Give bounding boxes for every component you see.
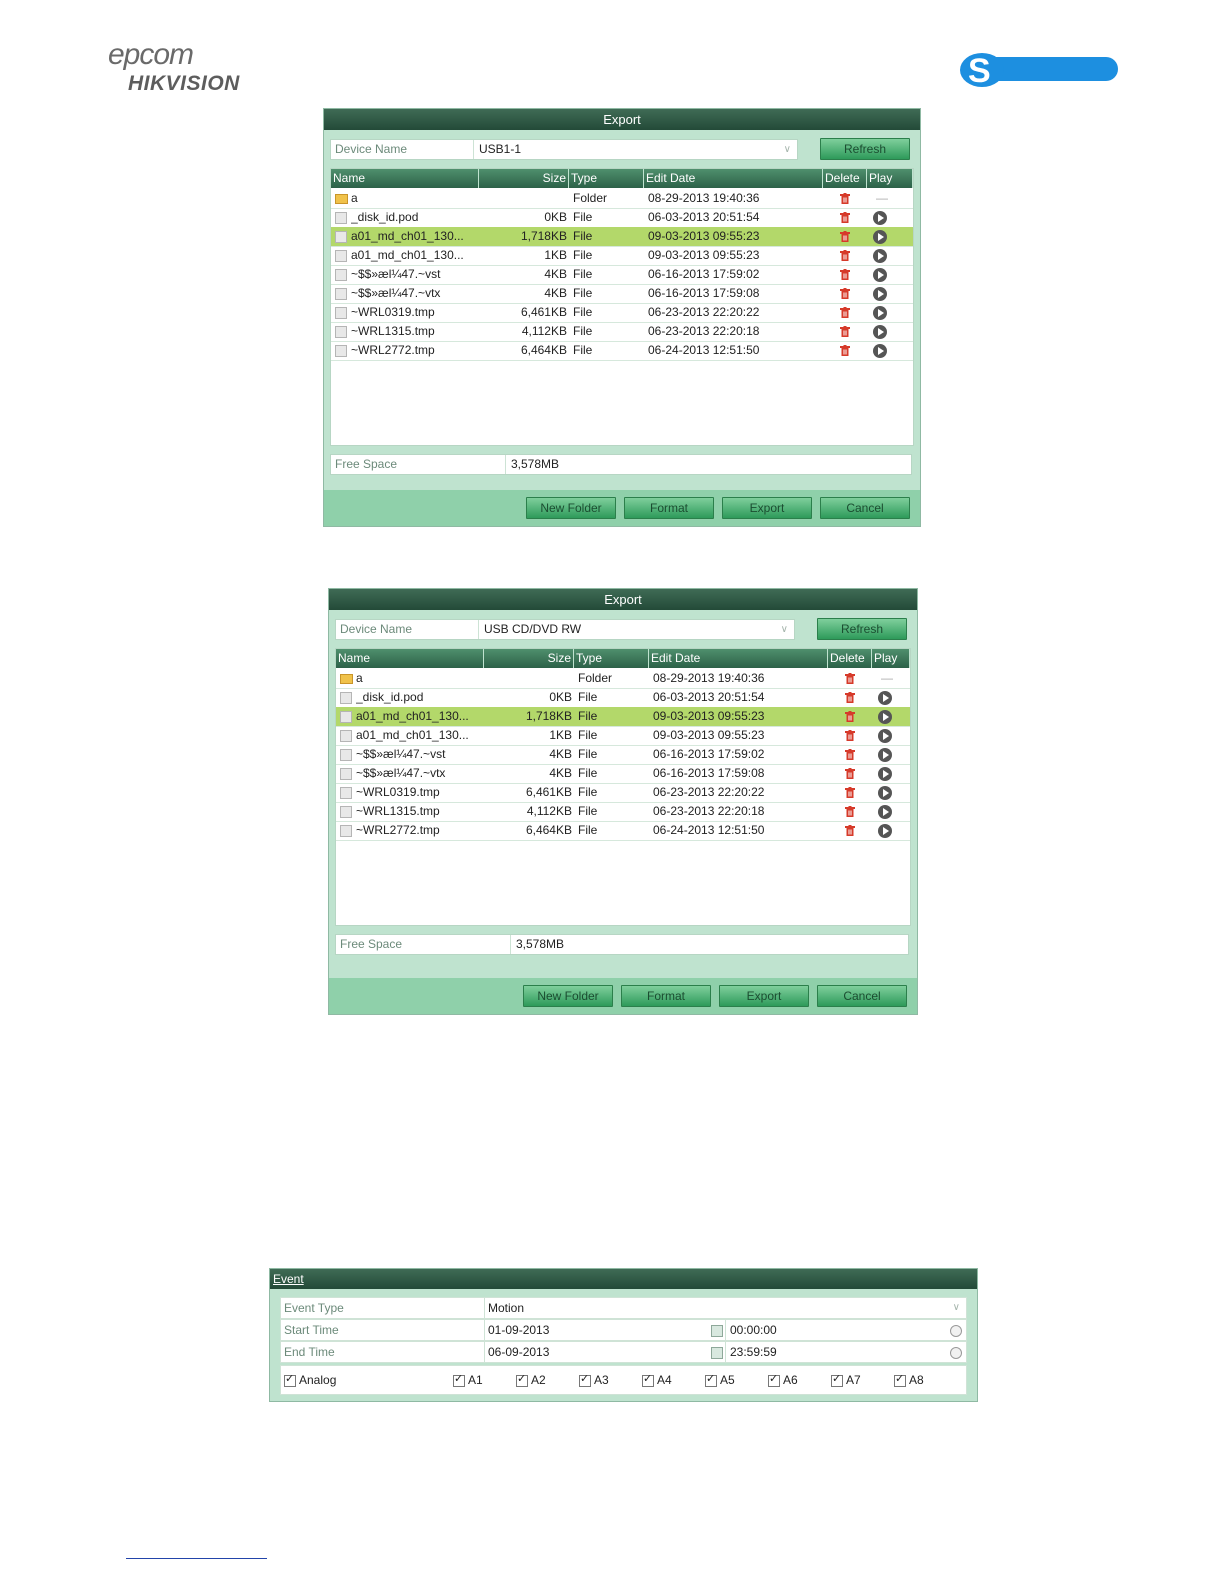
column-header-delete[interactable]: Delete xyxy=(823,169,867,188)
delete-icon[interactable] xyxy=(840,231,850,242)
table-row[interactable] xyxy=(336,669,910,689)
delete-icon[interactable] xyxy=(840,345,850,356)
folder-icon xyxy=(340,674,353,684)
channel-checkbox-a3[interactable] xyxy=(579,1373,609,1387)
file-table xyxy=(335,648,911,926)
start-time-label: Start Time xyxy=(284,1323,339,1337)
table-row[interactable] xyxy=(331,189,913,209)
column-header-edit-date[interactable]: Edit Date xyxy=(644,169,823,188)
event-title-bar xyxy=(270,1269,977,1289)
channel-label: A6 xyxy=(783,1373,798,1387)
column-header-type[interactable]: Type xyxy=(569,169,644,188)
file-size: 6,461KB xyxy=(520,305,567,319)
delete-icon[interactable] xyxy=(840,288,850,299)
event-title[interactable]: Event xyxy=(273,1272,304,1286)
delete-icon[interactable] xyxy=(840,212,850,223)
checkbox-icon xyxy=(768,1375,780,1387)
file-edit-date: 06-24-2013 12:51:50 xyxy=(648,343,760,357)
play-icon[interactable] xyxy=(873,325,887,339)
channel-label: A8 xyxy=(909,1373,924,1387)
analog-checkbox[interactable] xyxy=(284,1373,336,1387)
file-name: a xyxy=(351,191,358,205)
device-name-label: Device Name xyxy=(331,140,474,159)
file-size: 4KB xyxy=(544,267,567,281)
delete-icon[interactable] xyxy=(845,692,855,703)
file-edit-date: 06-23-2013 22:20:22 xyxy=(648,305,760,319)
calendar-icon[interactable] xyxy=(711,1325,723,1337)
file-name: ~WRL0319.tmp xyxy=(351,305,435,319)
file-size: 4KB xyxy=(549,747,572,761)
file-name: a01_md_ch01_130... xyxy=(356,709,469,723)
table-row[interactable] xyxy=(331,341,913,361)
file-edit-date: 06-16-2013 17:59:02 xyxy=(653,747,765,761)
delete-icon[interactable] xyxy=(845,768,855,779)
file-type: File xyxy=(573,267,593,281)
file-size xyxy=(479,189,567,208)
channel-checkbox-a6[interactable] xyxy=(768,1373,798,1387)
file-name: ~WRL2772.tmp xyxy=(356,823,440,837)
file-edit-date: 06-03-2013 20:51:54 xyxy=(653,690,765,704)
column-header-delete[interactable]: Delete xyxy=(828,649,872,668)
file-type: File xyxy=(578,709,598,723)
file-icon xyxy=(340,825,352,837)
start-time-row xyxy=(280,1319,967,1341)
channel-label: A3 xyxy=(594,1373,609,1387)
checkbox-icon xyxy=(516,1375,528,1387)
clock-icon[interactable] xyxy=(950,1325,962,1337)
file-edit-date: 06-16-2013 17:59:08 xyxy=(653,766,765,780)
file-size: 4KB xyxy=(549,766,572,780)
event-panel xyxy=(269,1268,978,1402)
file-edit-date: 06-16-2013 17:59:08 xyxy=(648,286,760,300)
play-icon[interactable] xyxy=(878,691,892,705)
play-icon[interactable] xyxy=(878,786,892,800)
file-type: Folder xyxy=(578,671,613,685)
refresh-button[interactable]: Refresh xyxy=(817,618,907,640)
file-size: 4KB xyxy=(544,286,567,300)
file-type: File xyxy=(578,728,598,742)
calendar-icon[interactable] xyxy=(711,1347,723,1359)
file-type: File xyxy=(573,343,593,357)
start-time-field[interactable]: 00:00:00 xyxy=(730,1323,777,1337)
cancel-button[interactable]: Cancel xyxy=(817,985,907,1007)
file-name: ~WRL2772.tmp xyxy=(351,343,435,357)
folder-icon xyxy=(335,194,348,204)
file-icon xyxy=(335,231,347,243)
file-name: ~$$»æl¼47.~vtx xyxy=(356,766,446,780)
play-icon[interactable] xyxy=(873,306,887,320)
file-icon xyxy=(340,730,352,742)
analog-checkbox-label: Analog xyxy=(299,1373,337,1387)
play-icon[interactable] xyxy=(878,767,892,781)
play-icon[interactable] xyxy=(873,344,887,358)
file-icon xyxy=(335,307,347,319)
table-row[interactable] xyxy=(336,688,910,708)
free-space-label: Free Space xyxy=(336,935,511,954)
epcom-logo: epcom xyxy=(108,38,194,71)
file-name: a xyxy=(356,671,363,685)
file-icon xyxy=(340,768,352,780)
channel-label: A2 xyxy=(531,1373,546,1387)
file-icon xyxy=(335,212,347,224)
table-row[interactable] xyxy=(331,284,913,304)
start-date-field[interactable]: 01-09-2013 xyxy=(488,1323,550,1337)
delete-icon[interactable] xyxy=(845,711,855,722)
free-space-row xyxy=(330,454,912,475)
event-type-label: Event Type xyxy=(284,1301,344,1315)
table-row[interactable] xyxy=(331,208,913,228)
file-size: 1,718KB xyxy=(520,229,567,243)
channel-label: A5 xyxy=(720,1373,735,1387)
column-header-size[interactable]: Size xyxy=(484,649,574,668)
delete-icon[interactable] xyxy=(845,673,855,684)
file-size: 6,464KB xyxy=(520,343,567,357)
play-icon[interactable] xyxy=(873,230,887,244)
chevron-down-icon: ∨ xyxy=(952,1302,960,1313)
file-edit-date: 08-29-2013 19:40:36 xyxy=(648,191,760,205)
file-size: 4,112KB xyxy=(521,324,567,338)
device-name-label: Device Name xyxy=(336,620,479,639)
dialog-title: Export xyxy=(324,109,920,130)
file-type: File xyxy=(573,324,593,338)
channel-checkbox-row xyxy=(280,1365,967,1395)
file-type: File xyxy=(573,248,593,262)
column-header-name[interactable]: Name xyxy=(331,169,479,188)
end-time-row xyxy=(280,1341,967,1363)
file-edit-date: 09-03-2013 09:55:23 xyxy=(653,709,765,723)
file-icon xyxy=(340,787,352,799)
end-time-field[interactable]: 23:59:59 xyxy=(730,1345,777,1359)
file-name: _disk_id.pod xyxy=(356,690,424,704)
file-icon xyxy=(335,326,347,338)
dialog-title: Export xyxy=(329,589,917,610)
delete-icon[interactable] xyxy=(840,193,850,204)
delete-icon[interactable] xyxy=(845,825,855,836)
column-header-play[interactable]: Play xyxy=(872,649,910,668)
delete-icon[interactable] xyxy=(845,787,855,798)
file-type: File xyxy=(573,229,593,243)
table-header xyxy=(336,649,910,668)
file-size: 0KB xyxy=(544,210,567,224)
file-icon xyxy=(340,749,352,761)
dialog-footer xyxy=(324,490,920,526)
channel-checkbox-a7[interactable] xyxy=(831,1373,861,1387)
file-size: 4,112KB xyxy=(526,804,572,818)
checkbox-icon xyxy=(831,1375,843,1387)
new-folder-button[interactable]: New Folder xyxy=(523,985,613,1007)
file-name: ~WRL0319.tmp xyxy=(356,785,440,799)
end-time-label: End Time xyxy=(284,1345,335,1359)
dialog-footer xyxy=(329,978,917,1014)
file-edit-date: 09-03-2013 09:55:23 xyxy=(648,248,760,262)
play-icon[interactable] xyxy=(878,805,892,819)
file-type: File xyxy=(573,305,593,319)
table-row[interactable] xyxy=(331,322,913,342)
table-row[interactable] xyxy=(336,726,910,746)
event-type-select[interactable]: Motion xyxy=(488,1301,525,1315)
format-button[interactable]: Format xyxy=(624,497,714,519)
channel-label: A1 xyxy=(468,1373,483,1387)
chevron-down-icon: ∨ xyxy=(783,144,791,155)
delete-icon[interactable] xyxy=(840,326,850,337)
file-name: ~$$»æl¼47.~vst xyxy=(356,747,446,761)
file-type: File xyxy=(573,210,593,224)
file-size: 1KB xyxy=(544,248,567,262)
clock-icon[interactable] xyxy=(950,1347,962,1359)
device-name-row xyxy=(330,139,798,160)
file-size: 6,464KB xyxy=(525,823,572,837)
footer-link-underline xyxy=(126,1558,267,1559)
column-header-play[interactable]: Play xyxy=(867,169,913,188)
file-type: File xyxy=(578,690,598,704)
play-icon[interactable] xyxy=(878,729,892,743)
file-size: 6,461KB xyxy=(525,785,572,799)
delete-icon[interactable] xyxy=(845,749,855,760)
format-button[interactable]: Format xyxy=(621,985,711,1007)
table-row[interactable] xyxy=(336,707,910,727)
event-type-row[interactable] xyxy=(280,1297,967,1319)
chevron-down-icon: ∨ xyxy=(780,624,788,635)
file-size: 0KB xyxy=(549,690,572,704)
file-edit-date: 06-03-2013 20:51:54 xyxy=(648,210,760,224)
file-icon xyxy=(340,692,352,704)
delete-icon[interactable] xyxy=(845,730,855,741)
table-row[interactable] xyxy=(331,265,913,285)
table-row[interactable] xyxy=(331,246,913,266)
file-type: File xyxy=(578,823,598,837)
free-space-row xyxy=(335,934,909,955)
device-name-select[interactable]: USB CD/DVD RW xyxy=(484,622,582,636)
table-row[interactable] xyxy=(336,821,910,841)
checkbox-icon xyxy=(579,1375,591,1387)
column-header-edit-date[interactable]: Edit Date xyxy=(649,649,828,668)
column-header-name[interactable]: Name xyxy=(336,649,484,668)
column-header-size[interactable]: Size xyxy=(479,169,569,188)
checkbox-icon xyxy=(453,1375,465,1387)
table-row[interactable] xyxy=(336,802,910,822)
checkbox-icon xyxy=(284,1375,296,1387)
file-name: _disk_id.pod xyxy=(351,210,419,224)
file-edit-date: 06-23-2013 22:20:22 xyxy=(653,785,765,799)
play-icon[interactable] xyxy=(878,748,892,762)
file-name: ~$$»æl¼47.~vst xyxy=(351,267,441,281)
checkbox-icon xyxy=(705,1375,717,1387)
play-icon[interactable] xyxy=(873,249,887,263)
file-type: Folder xyxy=(573,191,608,205)
file-icon xyxy=(340,806,352,818)
file-type: File xyxy=(578,804,598,818)
file-icon xyxy=(335,269,347,281)
file-name: ~WRL1315.tmp xyxy=(356,804,440,818)
export-dialog-usb xyxy=(323,108,921,527)
file-name: ~$$»æl¼47.~vtx xyxy=(351,286,441,300)
file-edit-date: 08-29-2013 19:40:36 xyxy=(653,671,765,685)
free-space-label: Free Space xyxy=(331,455,506,474)
end-date-field[interactable]: 06-09-2013 xyxy=(488,1345,550,1359)
file-table xyxy=(330,168,914,446)
refresh-button[interactable]: Refresh xyxy=(820,138,910,160)
file-edit-date: 09-03-2013 09:55:23 xyxy=(648,229,760,243)
export-dialog-dvd xyxy=(328,588,918,1015)
channel-checkbox-a1[interactable] xyxy=(453,1373,483,1387)
file-name: ~WRL1315.tmp xyxy=(351,324,435,338)
device-name-select[interactable]: USB1-1 xyxy=(479,142,522,156)
file-size xyxy=(484,669,572,688)
file-name: a01_md_ch01_130... xyxy=(351,229,464,243)
channel-label: A4 xyxy=(657,1373,672,1387)
delete-icon[interactable] xyxy=(840,250,850,261)
channel-label: A7 xyxy=(846,1373,861,1387)
file-type: File xyxy=(578,785,598,799)
file-type: File xyxy=(578,747,598,761)
file-name: a01_md_ch01_130... xyxy=(356,728,469,742)
free-space-value: 3,578MB xyxy=(516,937,565,951)
file-type: File xyxy=(578,766,598,780)
syscom-logo-letter: S xyxy=(968,52,991,88)
file-edit-date: 09-03-2013 09:55:23 xyxy=(653,728,765,742)
hikvision-logo: HIKVISION xyxy=(128,72,240,95)
no-play-indicator: — xyxy=(881,671,893,685)
delete-icon[interactable] xyxy=(840,307,850,318)
cancel-button[interactable]: Cancel xyxy=(820,497,910,519)
delete-icon[interactable] xyxy=(840,269,850,280)
file-edit-date: 06-24-2013 12:51:50 xyxy=(653,823,765,837)
channel-checkbox-a2[interactable] xyxy=(516,1373,546,1387)
no-play-indicator: — xyxy=(876,191,888,205)
syscom-logo xyxy=(960,52,1118,88)
free-space-value: 3,578MB xyxy=(511,457,560,471)
column-header-type[interactable]: Type xyxy=(574,649,649,668)
channel-checkbox-a8[interactable] xyxy=(894,1373,924,1387)
play-icon[interactable] xyxy=(878,824,892,838)
channel-checkbox-a5[interactable] xyxy=(705,1373,735,1387)
file-icon xyxy=(335,288,347,300)
file-size: 1KB xyxy=(549,728,572,742)
table-row[interactable] xyxy=(331,227,913,247)
table-header xyxy=(331,169,913,188)
export-button[interactable]: Export xyxy=(719,985,809,1007)
export-button[interactable]: Export xyxy=(722,497,812,519)
table-row[interactable] xyxy=(336,745,910,765)
play-icon[interactable] xyxy=(873,268,887,282)
file-edit-date: 06-16-2013 17:59:02 xyxy=(648,267,760,281)
file-size: 1,718KB xyxy=(525,709,572,723)
play-icon[interactable] xyxy=(873,287,887,301)
new-folder-button[interactable]: New Folder xyxy=(526,497,616,519)
file-icon xyxy=(340,711,352,723)
file-type: File xyxy=(573,286,593,300)
table-row[interactable] xyxy=(336,764,910,784)
file-icon xyxy=(335,250,347,262)
checkbox-icon xyxy=(642,1375,654,1387)
file-icon xyxy=(335,345,347,357)
play-icon[interactable] xyxy=(878,710,892,724)
table-row[interactable] xyxy=(336,783,910,803)
device-name-row xyxy=(335,619,795,640)
checkbox-icon xyxy=(894,1375,906,1387)
table-row[interactable] xyxy=(331,303,913,323)
file-edit-date: 06-23-2013 22:20:18 xyxy=(653,804,765,818)
file-edit-date: 06-23-2013 22:20:18 xyxy=(648,324,760,338)
file-name: a01_md_ch01_130... xyxy=(351,248,464,262)
channel-checkbox-a4[interactable] xyxy=(642,1373,672,1387)
delete-icon[interactable] xyxy=(845,806,855,817)
play-icon[interactable] xyxy=(873,211,887,225)
